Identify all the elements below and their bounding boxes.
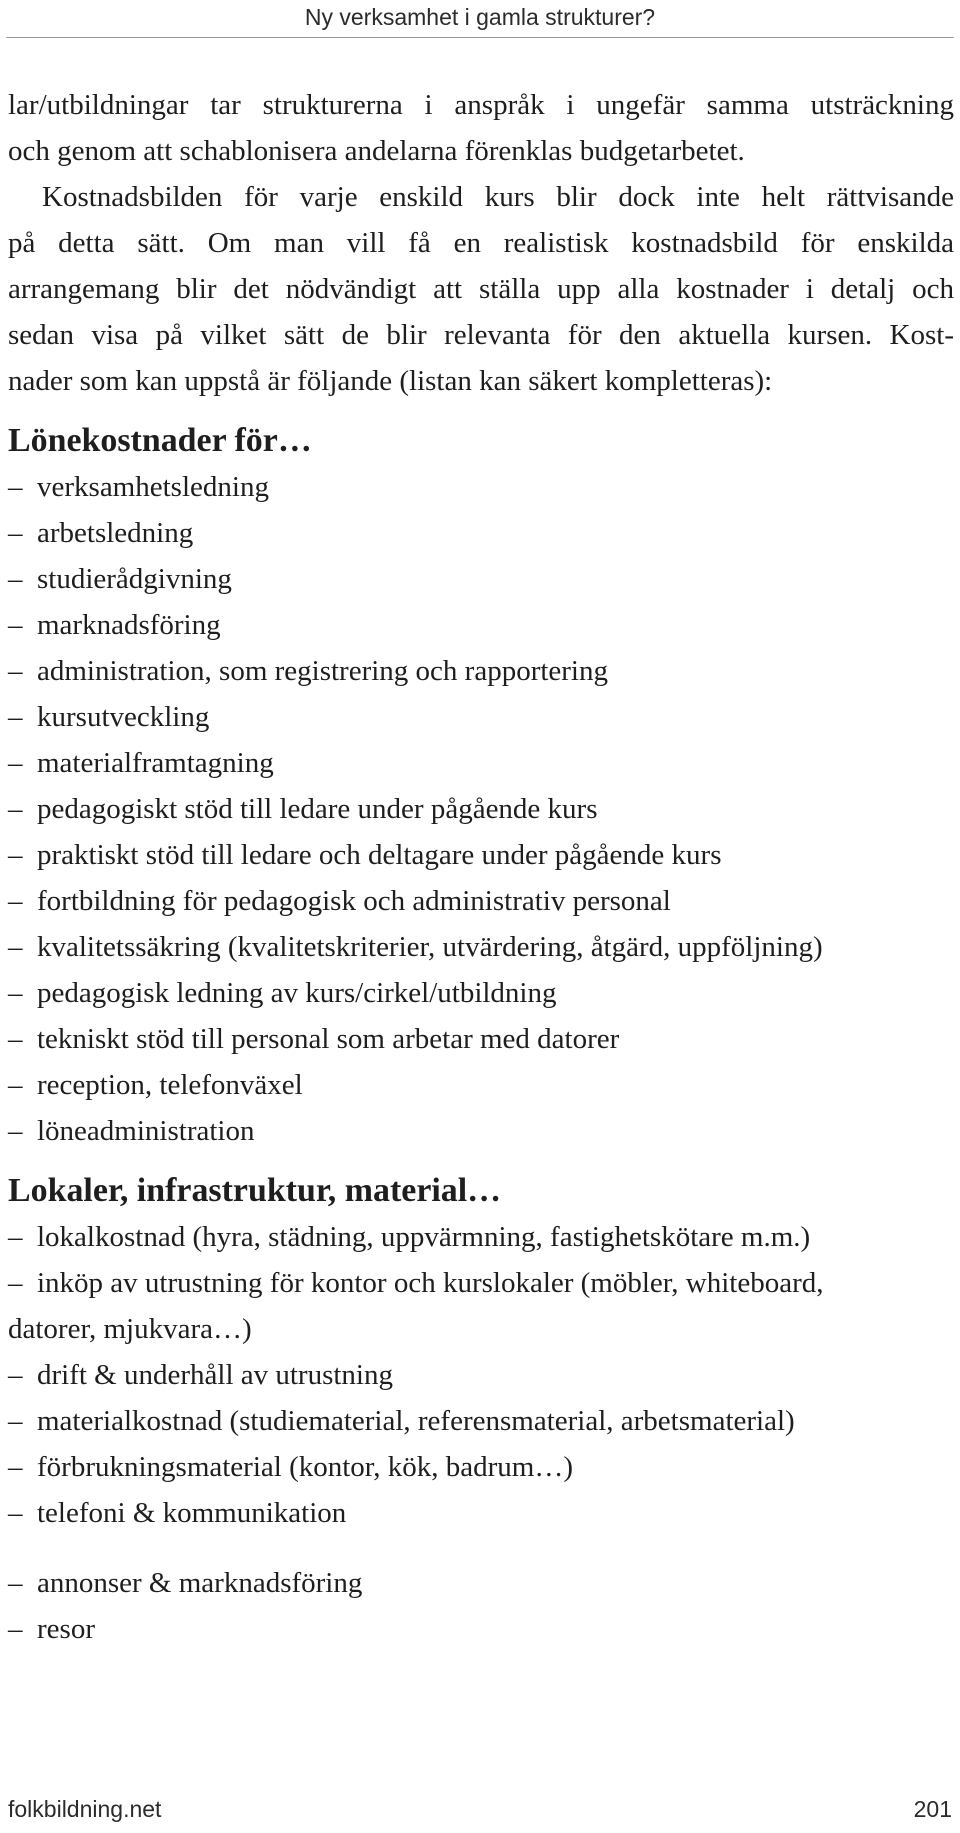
list-item — [8, 1260, 954, 1306]
list-item — [8, 464, 954, 510]
list-item-text: materialframtagning — [37, 747, 274, 779]
dash-bullet: – — [8, 471, 23, 503]
paragraph-line: sedan visa på vilket sätt de blir relevanta för den aktuella kursen. Kost- — [8, 319, 954, 351]
list-item — [8, 1490, 954, 1536]
list-item — [8, 1560, 954, 1606]
dash-bullet: – — [8, 1451, 23, 1483]
premises-cost-list-continued — [8, 1560, 954, 1652]
list-item — [8, 694, 954, 740]
dash-bullet: – — [8, 1359, 23, 1391]
section-heading-premises: Lokaler, infrastruktur, material… — [8, 1172, 502, 1209]
paragraph-line: arrangemang blir det nödvändigt att ställa upp alla kostnader i detalj och — [8, 273, 954, 305]
list-item — [8, 1444, 954, 1490]
list-item-text: praktiskt stöd till ledare och deltagare under pågående kurs — [37, 839, 722, 871]
dash-bullet: – — [8, 1405, 23, 1437]
list-item-text: fortbildning för pedagogisk och administrativ personal — [37, 885, 671, 917]
paragraph-line: på detta sätt. Om man vill få en realistisk kostnadsbild för enskilda — [8, 227, 954, 259]
header-divider — [6, 37, 954, 38]
dash-bullet: – — [8, 1115, 23, 1147]
paragraph-line: Kostnadsbilden för varje enskild kurs blir dock inte helt rättvisande — [42, 181, 954, 213]
list-item — [8, 878, 954, 924]
dash-bullet: – — [8, 1497, 23, 1529]
dash-bullet: – — [8, 609, 23, 641]
list-item — [8, 1214, 954, 1260]
list-item — [8, 1108, 954, 1154]
dash-bullet: – — [8, 655, 23, 687]
dash-bullet: – — [8, 1567, 23, 1599]
list-item-text: tekniskt stöd till personal som arbetar med datorer — [37, 1023, 620, 1055]
list-item — [8, 786, 954, 832]
dash-bullet: – — [8, 1069, 23, 1101]
spacer — [8, 1536, 954, 1560]
dash-bullet: – — [8, 1023, 23, 1055]
list-item-text: administration, som registrering och rapportering — [37, 655, 608, 687]
list-item — [8, 1398, 954, 1444]
list-item-text: resor — [37, 1613, 95, 1645]
intro-paragraph — [8, 82, 954, 404]
dash-bullet: – — [8, 931, 23, 963]
list-item-text: inköp av utrustning för kontor och kurslokaler (möbler, whiteboard, — [37, 1267, 824, 1299]
paragraph-line: och genom att schablonisera andelarna förenklas budgetarbetet. — [8, 135, 745, 167]
salary-cost-list — [8, 464, 954, 1154]
dash-bullet: – — [8, 977, 23, 1009]
list-item-text: löneadministration — [37, 1115, 255, 1147]
dash-bullet: – — [8, 885, 23, 917]
page-number: 201 — [913, 1796, 952, 1822]
list-item-text: arbetsledning — [37, 517, 194, 549]
list-item-text: förbrukningsmaterial (kontor, kök, badrum…) — [37, 1451, 574, 1483]
paragraph-line: lar/utbildningar tar strukturerna i anspråk i ungefär samma utsträckning — [8, 89, 954, 121]
dash-bullet: – — [8, 517, 23, 549]
list-item — [8, 832, 954, 878]
list-item — [8, 970, 954, 1016]
list-item-text: drift & underhåll av utrustning — [37, 1359, 393, 1391]
list-item-text: studierådgivning — [37, 563, 232, 595]
list-item — [8, 1606, 954, 1652]
list-item — [8, 1352, 954, 1398]
list-item-text: verksamhetsledning — [37, 471, 269, 503]
list-item-text: pedagogisk ledning av kurs/cirkel/utbildning — [37, 977, 557, 1009]
list-item — [8, 648, 954, 694]
page-body — [8, 82, 954, 1652]
dash-bullet: – — [8, 793, 23, 825]
dash-bullet: – — [8, 747, 23, 779]
list-item — [8, 1062, 954, 1108]
list-item — [8, 510, 954, 556]
list-item — [8, 556, 954, 602]
dash-bullet: – — [8, 839, 23, 871]
list-item-text: reception, telefonväxel — [37, 1069, 303, 1101]
dash-bullet: – — [8, 1221, 23, 1253]
list-item-text: lokalkostnad (hyra, städning, uppvärmning, fastighetskötare m.m.) — [37, 1221, 811, 1253]
dash-bullet: – — [8, 1613, 23, 1645]
running-head: Ny verksamhet i gamla strukturer? — [304, 4, 656, 30]
spacer — [8, 404, 954, 418]
list-item-text: kursutveckling — [37, 701, 210, 733]
list-item — [8, 1016, 954, 1062]
list-item-continuation — [8, 1306, 954, 1352]
list-item — [8, 924, 954, 970]
footer-site-name: folkbildning.net — [8, 1796, 162, 1822]
list-item — [8, 602, 954, 648]
list-item — [8, 740, 954, 786]
list-item-text: kvalitetssäkring (kvalitetskriterier, utvärdering, åtgärd, uppföljning) — [37, 931, 823, 963]
dash-bullet: – — [8, 701, 23, 733]
spacer — [8, 1154, 954, 1168]
list-item-text: datorer, mjukvara…) — [8, 1313, 252, 1345]
list-item-text: materialkostnad (studiematerial, referensmaterial, arbetsmaterial) — [37, 1405, 795, 1437]
dash-bullet: – — [8, 1267, 23, 1299]
list-item-text: pedagogiskt stöd till ledare under pågående kurs — [37, 793, 598, 825]
list-item-text: annonser & marknadsföring — [37, 1567, 363, 1599]
paragraph-line: nader som kan uppstå är följande (listan kan säkert kompletteras): — [8, 365, 773, 397]
dash-bullet: – — [8, 563, 23, 595]
list-item-text: telefoni & kommunikation — [37, 1497, 347, 1529]
section-heading-salary: Lönekostnader för… — [8, 422, 312, 459]
list-item-text: marknadsföring — [37, 609, 221, 641]
premises-cost-list — [8, 1214, 954, 1536]
